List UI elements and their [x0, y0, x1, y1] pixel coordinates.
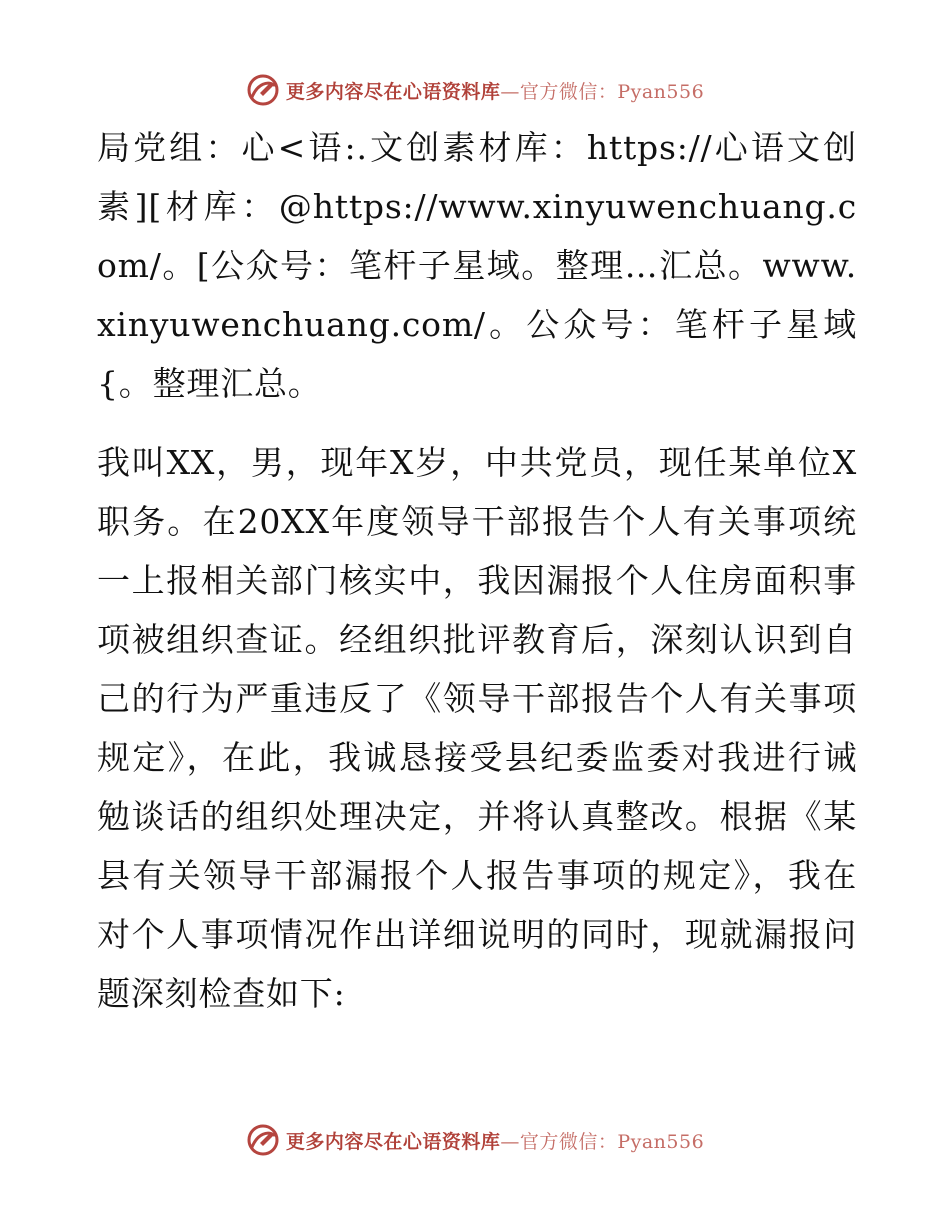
banner-wechat: 官方微信：Pyan556: [519, 80, 705, 103]
pen-swirl-icon: [246, 73, 280, 107]
banner-text: [286, 1127, 704, 1154]
banner-wechat: 官方微信：Pyan556: [519, 1130, 705, 1153]
footer-banner: [0, 1120, 950, 1160]
header-banner: [0, 70, 950, 110]
banner-brand: 更多内容尽在心语资料库: [285, 1130, 501, 1153]
banner-brand: 更多内容尽在心语资料库: [285, 80, 501, 103]
banner-text: [286, 77, 704, 104]
body-paragraph: 我叫XX，男，现年X岁，中共党员，现任某单位X职务。在20XX年度领导干部报告个人有关事项统一上报相关部门核实中，我因漏报个人住房面积事项被组织查证。经组织批评教育后，深刻认识到自己的行为严重违反了《领导干部报告个人有关事项规定》，在此，我诚恳接受县纪委监委对我进行诫勉谈话的组织处理决定，并将认真整改。根据《某县有关领导干部漏报个人报告事项的规定》，我在对个人事项情况作出详细说明的同时，现就漏报问题深刻检查如下:: [97, 443, 857, 1013]
document-body: [97, 118, 857, 1023]
pen-swirl-icon: [246, 1123, 280, 1157]
intro-paragraph: 局党组：心<语:.文创素材库：https://心语文创素][材库：@https://www.xinyuwenchuang.com/。[公众号：笔杆子星域。整理…汇总。www.xinyuwenchuang.com/。公众号：笔杆子星域{。整理汇总。: [97, 128, 857, 403]
banner-dash: —: [500, 80, 520, 103]
banner-dash: —: [500, 1130, 520, 1153]
